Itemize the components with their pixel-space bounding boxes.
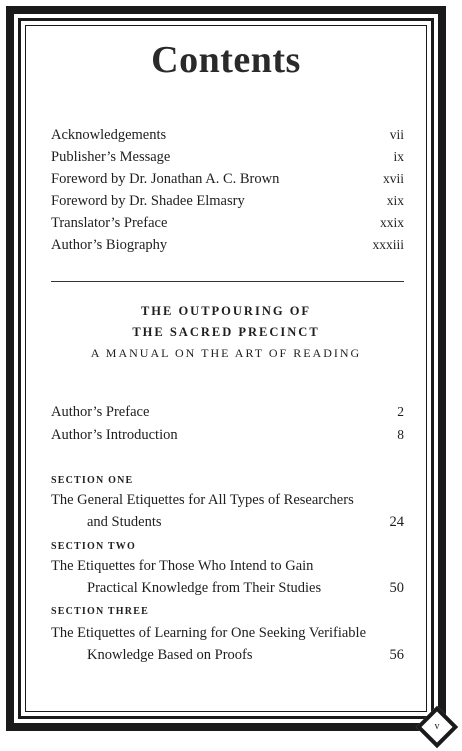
toc-label: Foreword by Dr. Jonathan A. C. Brown	[51, 171, 280, 187]
toc-label: Publisher’s Message	[51, 149, 171, 165]
section-entry-line-1[interactable]: The Etiquettes of Learning for One Seeking Verifiable	[51, 625, 366, 641]
toc-label: Author’s Biography	[51, 237, 168, 253]
toc-label: Author’s Preface	[51, 404, 150, 420]
section-entry-line-2[interactable]	[87, 580, 404, 597]
divider	[51, 281, 404, 282]
toc-page: xxxiii	[372, 237, 404, 252]
toc-label: Practical Knowledge from Their Studies	[87, 580, 322, 596]
toc-label: and Students	[87, 514, 162, 530]
toc-row-foreword-brown[interactable]	[51, 171, 404, 188]
toc-row-authors-preface[interactable]	[51, 404, 404, 421]
section-entry-line-1[interactable]: The General Etiquettes for All Types of Researchers	[51, 492, 354, 508]
section-heading: SECTION ONE	[51, 475, 134, 486]
toc-row-authors-introduction[interactable]	[51, 427, 404, 444]
toc-page: 2	[397, 404, 404, 419]
toc-row-foreword-elmasry[interactable]	[51, 193, 404, 210]
page-number: v	[434, 721, 440, 732]
toc-page: 50	[389, 580, 404, 596]
toc-page: ix	[393, 149, 404, 164]
toc-label: Acknowledgements	[51, 127, 167, 143]
toc-page: 56	[389, 647, 404, 663]
section-heading: SECTION THREE	[51, 606, 149, 617]
book-title-line-2: THE SACRED PRECINCT	[132, 325, 320, 339]
section-heading: SECTION TWO	[51, 541, 136, 552]
toc-label: Author’s Introduction	[51, 427, 178, 443]
toc-row-acknowledgements[interactable]	[51, 127, 404, 144]
toc-page: xvii	[382, 171, 404, 186]
toc-label: Knowledge Based on Proofs	[87, 647, 253, 663]
toc-page: xxix	[379, 215, 404, 230]
toc-page: xix	[386, 193, 404, 208]
toc-page: 8	[397, 427, 404, 442]
book-subtitle: A MANUAL ON THE ART OF READING	[90, 346, 362, 360]
toc-label: Translator’s Preface	[51, 215, 168, 231]
book-title-line-1: THE OUTPOURING OF	[140, 304, 312, 318]
page-title: Contents	[151, 39, 301, 81]
toc-row-publishers-message[interactable]	[51, 149, 404, 166]
toc-row-authors-biography[interactable]	[51, 237, 404, 254]
section-entry-line-1[interactable]: The Etiquettes for Those Who Intend to Gain	[51, 558, 314, 574]
toc-label: Foreword by Dr. Shadee Elmasry	[51, 193, 245, 209]
toc-page: 24	[389, 514, 404, 530]
section-entry-line-2[interactable]	[87, 647, 404, 664]
toc-row-translators-preface[interactable]	[51, 215, 404, 232]
section-entry-line-2[interactable]	[87, 514, 404, 531]
toc-page: vii	[389, 127, 404, 142]
